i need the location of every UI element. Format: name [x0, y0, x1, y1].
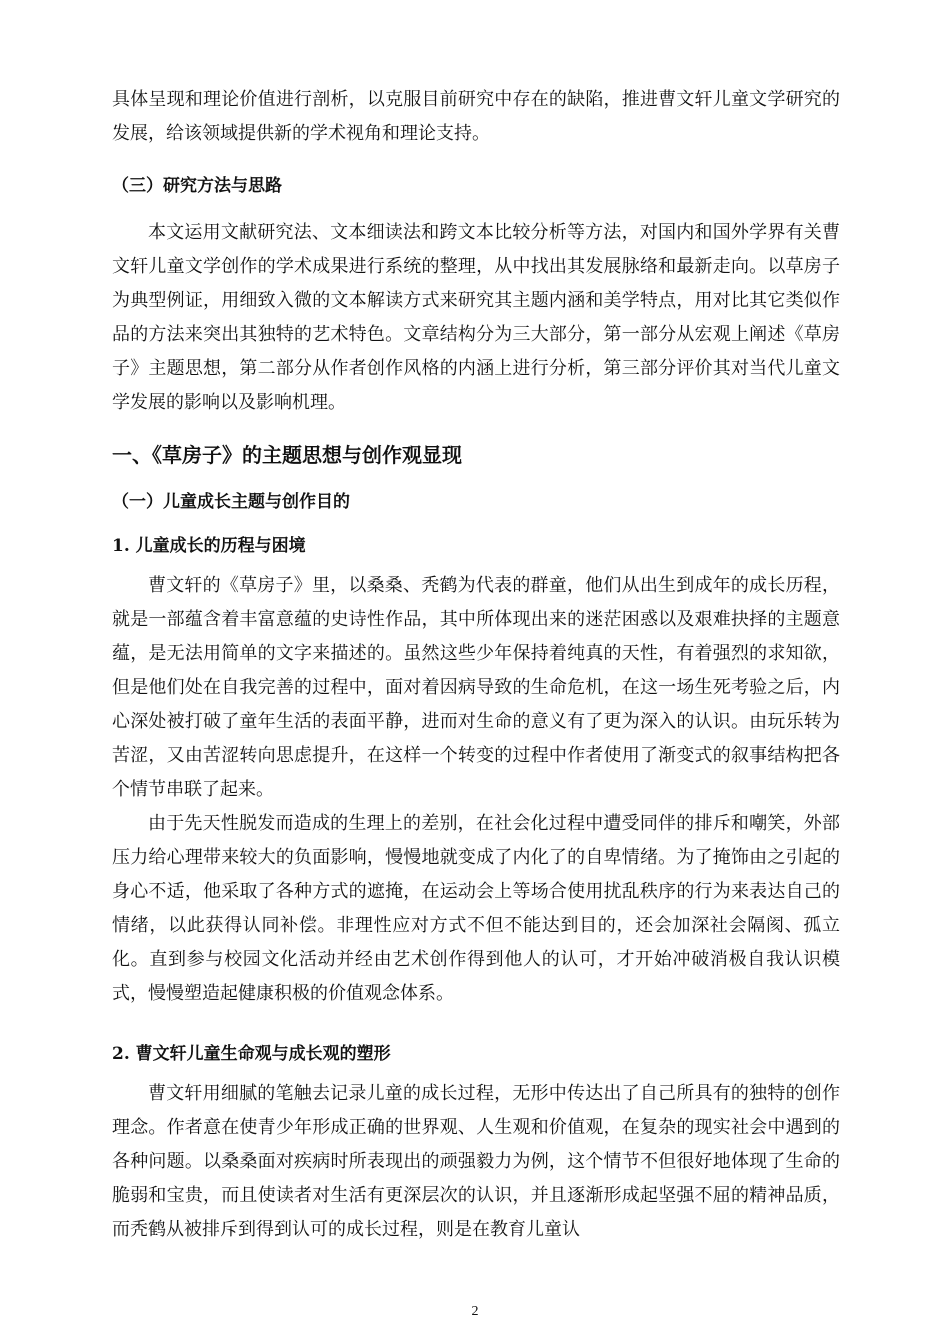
section-heading: （三）研究方法与思路	[112, 176, 282, 196]
item-heading: 1. 儿童成长的历程与困境	[112, 536, 306, 556]
body-paragraph: 曹文轩用细腻的笔触去记录儿童的成长过程，无形中传达出了自己所具有的独特的创作理念。作者意在使青少年形成正确的世界观、人生观和价值观，在复杂的现实社会中遇到的各种问题。以桑桑面对疾病时所表现出的顽强毅力为例，这个情节不但很好地体现了生命的脆弱和宝贵，而且使读者对生活有更深层次的认识，并且逐渐形成起坚强不屈的精神品质，而秃鹤从被排斥到得到认可的成长过程，则是在教育儿童认	[112, 1083, 840, 1240]
item-2-heading-block	[112, 1040, 840, 1068]
item-heading: 2. 曹文轩儿童生命观与成长观的塑形	[112, 1044, 391, 1064]
page-number: 2	[471, 1304, 479, 1319]
item-2-body	[112, 1077, 840, 1247]
section-3-heading-block	[112, 172, 840, 200]
body-paragraph: 本文运用文献研究法、文本细读法和跨文本比较分析等方法，对国内和国外学界有关曹文轩儿童文学创作的学术成果进行系统的整理，从中找出其发展脉络和最新走向。以草房子为典型例证，用细致入微的文本解读方式来研究其主题内涵和美学特点，用对比其它类似作品的方法来突出其独特的艺术特色。文章结构分为三大部分，第一部分从宏观上阐述《草房子》主题思想，第二部分从作者创作风格的内涵上进行分析，第三部分评价其对当代儿童文学发展的影响以及影响机理。	[112, 222, 840, 413]
chapter-heading: 一、《草房子》的主题思想与创作观显现	[112, 443, 462, 467]
item-1-body	[112, 569, 840, 1011]
continuation-block	[112, 83, 840, 151]
body-paragraph: 由于先天性脱发而造成的生理上的差别，在社会化过程中遭受同伴的排斥和嘲笑，外部压力给心理带来较大的负面影响，慢慢地就变成了内化了的自卑情绪。为了掩饰由之引起的身心不适，他采取了各种方式的遮掩，在运动会上等场合使用扰乱秩序的行为来表达自己的情绪，以此获得认同补偿。非理性应对方式不但不能达到目的，还会加深社会隔阂、孤立化。直到参与校园文化活动并经由艺术创作得到他人的认可，才开始冲破消极自我认识模式，慢慢塑造起健康积极的价值观念体系。	[112, 813, 840, 1004]
subsection-heading: （一）儿童成长主题与创作目的	[112, 492, 350, 512]
section-3-body	[112, 216, 840, 420]
item-1-heading-block	[112, 532, 840, 560]
subsection-1-heading-block	[112, 488, 840, 516]
body-paragraph: 曹文轩的《草房子》里，以桑桑、秃鹤为代表的群童，他们从出生到成年的成长历程，就是一部蕴含着丰富意蕴的史诗性作品，其中所体现出来的迷茫困惑以及艰难抉择的主题意蕴，是无法用简单的文字来描述的。虽然这些少年保持着纯真的天性，有着强烈的求知欲，但是他们处在自我完善的过程中，面对着因病导致的生命危机，在这一场生死考验之后，内心深处被打破了童年生活的表面平静，进而对生命的意义有了更为深入的认识。由玩乐转为苦涩，又由苦涩转向思虑提升，在这样一个转变的过程中作者使用了渐变式的叙事结构把各个情节串联了起来。	[112, 575, 840, 800]
continuation-paragraph: 具体呈现和理论价值进行剖析，以克服目前研究中存在的缺陷，推进曹文轩儿童文学研究的发展，给该领域提供新的学术视角和理论支持。	[112, 89, 840, 144]
chapter-1-heading-block	[112, 440, 840, 470]
